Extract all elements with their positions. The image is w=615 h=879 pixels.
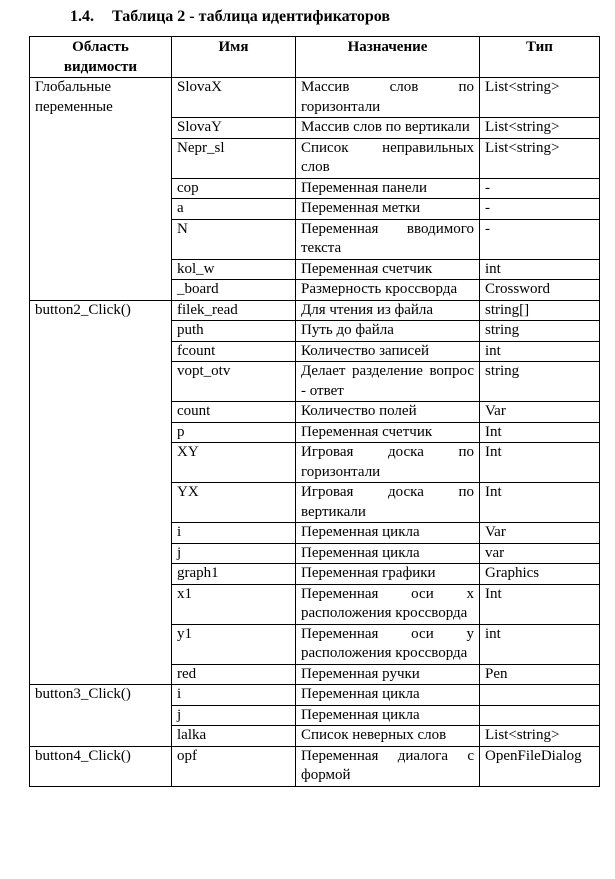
type-cell: Var bbox=[480, 402, 600, 423]
purpose-cell: Игровая доска по горизонтали bbox=[296, 443, 480, 483]
name-cell: x1 bbox=[172, 584, 296, 624]
name-cell: puth bbox=[172, 321, 296, 342]
purpose-cell: Переменная счетчик bbox=[296, 259, 480, 280]
name-cell: N bbox=[172, 219, 296, 259]
type-cell: Pen bbox=[480, 664, 600, 685]
type-cell: - bbox=[480, 219, 600, 259]
purpose-cell: Массив слов по вертикали bbox=[296, 118, 480, 139]
purpose-cell: Переменная цикла bbox=[296, 705, 480, 726]
purpose-cell: Переменная панели bbox=[296, 178, 480, 199]
name-cell: YX bbox=[172, 483, 296, 523]
type-cell: List<string> bbox=[480, 78, 600, 118]
scope-cell: button3_Click() bbox=[30, 685, 172, 747]
identifiers-table bbox=[29, 36, 600, 787]
name-cell: p bbox=[172, 422, 296, 443]
name-cell: i bbox=[172, 685, 296, 706]
type-cell: int bbox=[480, 624, 600, 664]
name-cell: XY bbox=[172, 443, 296, 483]
section-heading bbox=[70, 8, 390, 26]
name-cell: graph1 bbox=[172, 564, 296, 585]
type-cell: List<string> bbox=[480, 118, 600, 139]
name-cell: opf bbox=[172, 746, 296, 786]
table-row bbox=[30, 685, 600, 706]
type-cell: Int bbox=[480, 584, 600, 624]
name-cell: SlovaY bbox=[172, 118, 296, 139]
type-cell: string[] bbox=[480, 300, 600, 321]
type-cell bbox=[480, 685, 600, 706]
section-number: 1.4. bbox=[70, 8, 94, 25]
name-cell: lalka bbox=[172, 726, 296, 747]
purpose-cell: Для чтения из файла bbox=[296, 300, 480, 321]
table-row bbox=[30, 300, 600, 321]
name-cell: i bbox=[172, 523, 296, 544]
type-cell: Crossword bbox=[480, 280, 600, 301]
type-cell bbox=[480, 705, 600, 726]
purpose-cell: Количество записей bbox=[296, 341, 480, 362]
purpose-cell: Переменная счетчик bbox=[296, 422, 480, 443]
name-cell: filek_read bbox=[172, 300, 296, 321]
type-cell: string bbox=[480, 362, 600, 402]
name-cell: Nepr_sl bbox=[172, 138, 296, 178]
type-cell: - bbox=[480, 178, 600, 199]
name-cell: red bbox=[172, 664, 296, 685]
type-cell: Var bbox=[480, 523, 600, 544]
name-cell: fcount bbox=[172, 341, 296, 362]
purpose-cell: Переменная вводимого текста bbox=[296, 219, 480, 259]
type-cell: Int bbox=[480, 422, 600, 443]
header-name: Имя bbox=[172, 37, 296, 78]
purpose-cell: Переменная оси x расположения кроссворда bbox=[296, 584, 480, 624]
type-cell: List<string> bbox=[480, 726, 600, 747]
type-cell: Int bbox=[480, 443, 600, 483]
name-cell: j bbox=[172, 543, 296, 564]
type-cell: string bbox=[480, 321, 600, 342]
name-cell: kol_w bbox=[172, 259, 296, 280]
type-cell: - bbox=[480, 199, 600, 220]
purpose-cell: Игровая доска по вертикали bbox=[296, 483, 480, 523]
name-cell: _board bbox=[172, 280, 296, 301]
header-type: Тип bbox=[480, 37, 600, 78]
purpose-cell: Переменная оси y расположения кроссворда bbox=[296, 624, 480, 664]
type-cell: int bbox=[480, 259, 600, 280]
purpose-cell: Размерность кроссворда bbox=[296, 280, 480, 301]
type-cell: Int bbox=[480, 483, 600, 523]
header-purpose: Назначение bbox=[296, 37, 480, 78]
scope-cell: button2_Click() bbox=[30, 300, 172, 685]
purpose-cell: Делает разделение вопрос - ответ bbox=[296, 362, 480, 402]
purpose-cell: Список неверных слов bbox=[296, 726, 480, 747]
table-body bbox=[30, 78, 600, 787]
name-cell: j bbox=[172, 705, 296, 726]
type-cell: var bbox=[480, 543, 600, 564]
purpose-cell: Массив слов по горизонтали bbox=[296, 78, 480, 118]
type-cell: int bbox=[480, 341, 600, 362]
type-cell: OpenFileDialog bbox=[480, 746, 600, 786]
header-scope: Область видимости bbox=[30, 37, 172, 78]
purpose-cell: Путь до файла bbox=[296, 321, 480, 342]
purpose-cell: Список неправильных слов bbox=[296, 138, 480, 178]
purpose-cell: Переменная цикла bbox=[296, 685, 480, 706]
purpose-cell: Переменная ручки bbox=[296, 664, 480, 685]
purpose-cell: Переменная цикла bbox=[296, 543, 480, 564]
name-cell: cop bbox=[172, 178, 296, 199]
section-title: Таблица 2 - таблица идентификаторов bbox=[112, 8, 391, 25]
header-row bbox=[30, 37, 600, 78]
purpose-cell: Переменная диалога с формой bbox=[296, 746, 480, 786]
scope-cell: button4_Click() bbox=[30, 746, 172, 786]
type-cell: Graphics bbox=[480, 564, 600, 585]
table-row bbox=[30, 78, 600, 118]
name-cell: a bbox=[172, 199, 296, 220]
type-cell: List<string> bbox=[480, 138, 600, 178]
name-cell: y1 bbox=[172, 624, 296, 664]
purpose-cell: Переменная цикла bbox=[296, 523, 480, 544]
name-cell: count bbox=[172, 402, 296, 423]
purpose-cell: Переменная графики bbox=[296, 564, 480, 585]
scope-cell: Глобальные переменные bbox=[30, 78, 172, 301]
table-row bbox=[30, 746, 600, 786]
purpose-cell: Количество полей bbox=[296, 402, 480, 423]
name-cell: SlovaX bbox=[172, 78, 296, 118]
purpose-cell: Переменная метки bbox=[296, 199, 480, 220]
name-cell: vopt_otv bbox=[172, 362, 296, 402]
